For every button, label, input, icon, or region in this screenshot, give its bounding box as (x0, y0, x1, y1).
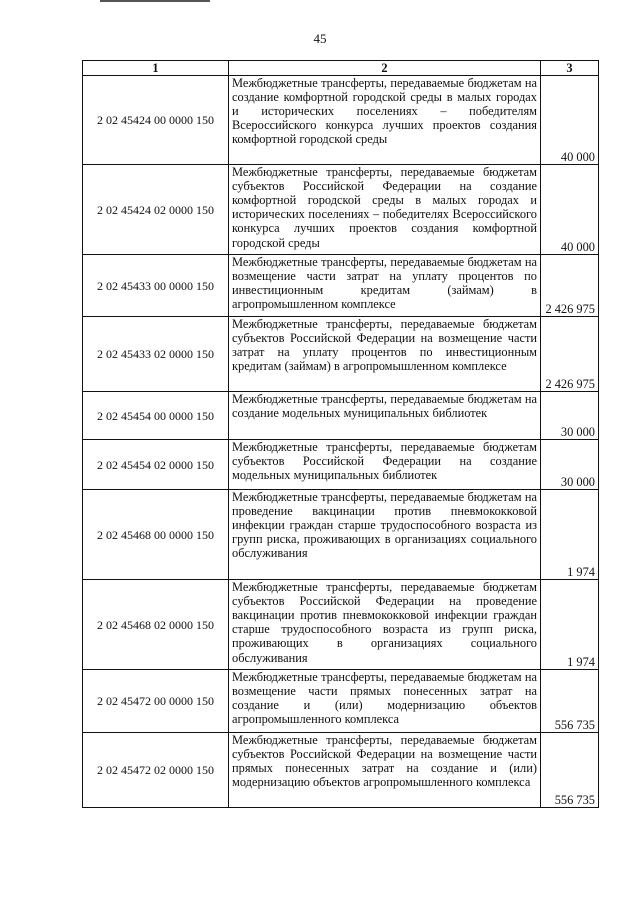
table-header-row (83, 61, 599, 76)
row-amount: 2 426 975 (541, 255, 599, 317)
row-code: 2 02 45468 02 0000 150 (83, 580, 229, 670)
table-row (83, 76, 599, 165)
header-col-amount: 3 (541, 61, 599, 76)
row-description: Межбюджетные трансферты, передаваемые бюджетам на проведение вакцинации против пневмококковой инфекции граждан старше трудоспособного возраста из групп риска, проживающих в организациях социального обслуживания (229, 490, 541, 580)
row-description: Межбюджетные трансферты, передаваемые бюджетам субъектов Российской Федерации на возмещение части затрат на уплату процентов по инвестиционным кредитам (займам) в агропромышленном комплексе (229, 317, 541, 392)
table-row (83, 165, 599, 255)
table-row (83, 670, 599, 733)
header-col-description: 2 (229, 61, 541, 76)
table-row (83, 580, 599, 670)
row-amount: 1 974 (541, 580, 599, 670)
table-row (83, 317, 599, 392)
page-number: 45 (313, 31, 327, 46)
row-amount: 40 000 (541, 165, 599, 255)
row-description: Межбюджетные трансферты, передаваемые бюджетам на создание комфортной городской среды в малых городах и исторических поселениях – победителям Всероссийского конкурса лучших проектов создания комфортной городской среды (229, 76, 541, 165)
table-row (83, 255, 599, 317)
row-amount: 30 000 (541, 440, 599, 490)
row-description: Межбюджетные трансферты, передаваемые бюджетам субъектов Российской Федерации на создание комфортной городской среды в малых городах и исторических поселениях – победителях Всероссийского конкурса лучших проектов создания комфортной городской среды (229, 165, 541, 255)
header-col-code: 1 (83, 61, 229, 76)
row-code: 2 02 45433 00 0000 150 (83, 255, 229, 317)
row-amount: 40 000 (541, 76, 599, 165)
table-row (83, 392, 599, 440)
row-code: 2 02 45454 00 0000 150 (83, 392, 229, 440)
row-code: 2 02 45472 02 0000 150 (83, 733, 229, 808)
row-code: 2 02 45468 00 0000 150 (83, 490, 229, 580)
row-amount: 1 974 (541, 490, 599, 580)
row-description: Межбюджетные трансферты, передаваемые бюджетам на возмещение части затрат на уплату процентов по инвестиционным кредитам (займам) в агропромышленном комплексе (229, 255, 541, 317)
row-amount: 556 735 (541, 733, 599, 808)
table-row (83, 733, 599, 808)
row-code: 2 02 45424 00 0000 150 (83, 76, 229, 165)
top-edge-rule (100, 0, 210, 2)
table-row (83, 440, 599, 490)
table-row (83, 490, 599, 580)
row-code: 2 02 45424 02 0000 150 (83, 165, 229, 255)
row-amount: 2 426 975 (541, 317, 599, 392)
row-description: Межбюджетные трансферты, передаваемые бюджетам на создание модельных муниципальных библиотек (229, 392, 541, 440)
row-code: 2 02 45454 02 0000 150 (83, 440, 229, 490)
row-description: Межбюджетные трансферты, передаваемые бюджетам субъектов Российской Федерации на создание модельных муниципальных библиотек (229, 440, 541, 490)
row-description: Межбюджетные трансферты, передаваемые бюджетам субъектов Российской Федерации на проведение вакцинации против пневмококковой инфекции граждан старше трудоспособного возраста из групп риска, проживающих в организациях социального обслуживания (229, 580, 541, 670)
row-code: 2 02 45433 02 0000 150 (83, 317, 229, 392)
row-description: Межбюджетные трансферты, передаваемые бюджетам субъектов Российской Федерации на возмещение части прямых понесенных затрат на создание и (или) модернизацию объектов агропромышленного комплекса (229, 733, 541, 808)
row-code: 2 02 45472 00 0000 150 (83, 670, 229, 733)
row-amount: 556 735 (541, 670, 599, 733)
budget-table (82, 60, 599, 808)
row-description: Межбюджетные трансферты, передаваемые бюджетам на возмещение части прямых понесенных затрат на создание и (или) модернизацию объектов агропромышленного комплекса (229, 670, 541, 733)
row-amount: 30 000 (541, 392, 599, 440)
